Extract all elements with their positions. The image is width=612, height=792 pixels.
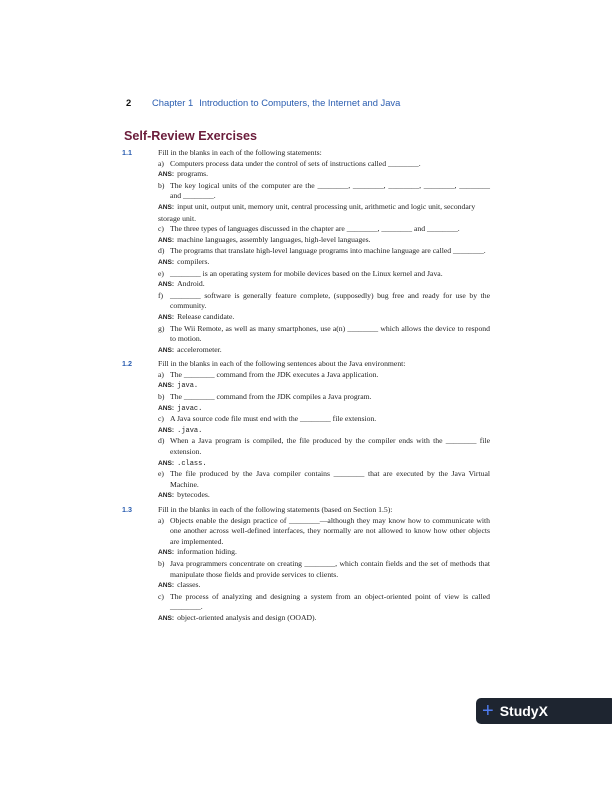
question-item: a) Objects enable the design practice of ________—although they may know how to communicate with one another across well-defined interfaces, they normally are not allowed to know how other objects are implemented. — [158, 515, 490, 546]
answer: ANS: bytecodes. — [158, 490, 210, 500]
answer: ANS: Release candidate. — [158, 311, 235, 321]
answer: ANS: javac. — [158, 404, 203, 413]
page-header — [126, 97, 400, 109]
question-item: c) The process of analyzing and designing a system from an object-oriented point of view is called ________. — [158, 591, 490, 612]
question-item: a) The ________ command from the JDK executes a Java application. — [158, 369, 379, 379]
answer: ANS: .java. — [158, 426, 203, 435]
section-title: Self-Review Exercises — [124, 129, 258, 143]
answer: ANS: object-oriented analysis and design (OOAD). — [158, 612, 317, 622]
studyx-badge[interactable] — [476, 698, 612, 724]
question-item: c) A Java source code file must end with the ________ file extension. — [158, 414, 377, 424]
exercise-1-2 — [120, 359, 490, 502]
answer: ANS: classes. — [158, 580, 201, 590]
answer: ANS: accelerometer. — [158, 344, 222, 354]
answer: ANS: .class. — [158, 459, 207, 468]
answer: ANS: java. — [158, 382, 199, 391]
answer: ANS: machine languages, assembly languages, high-level languages. — [158, 234, 371, 244]
chapter-label: Chapter 1 — [152, 97, 194, 108]
exercise-1-3 — [120, 505, 490, 625]
question-item: f) ________ software is generally feature complete, (supposedly) bug free and ready for use by the community. — [158, 290, 490, 311]
question-item: g) The Wii Remote, as well as many smartphones, use a(n) ________ which allows the device to respond to motion. — [158, 323, 490, 344]
answer: ANS: compilers. — [158, 256, 210, 266]
question-item: e) ________ is an operating system for mobile devices based on the Linux kernel and Java. — [158, 268, 443, 278]
question-item: d) When a Java program is compiled, the file produced by the compiler ends with the ________ file extension. — [158, 436, 490, 457]
answer: ANS: programs. — [158, 169, 209, 179]
question-item: d) The programs that translate high-level language programs into machine language are called ________. — [158, 246, 486, 256]
exercise-intro: Fill in the blanks in each of the following statements (based on Section 1.5): — [158, 505, 393, 514]
question-item: b) The ________ command from the JDK compiles a Java program. — [158, 392, 372, 402]
exercise-list — [120, 148, 490, 627]
question-item: c) The three types of languages discussed in the chapter are ________, ________ and ________. — [158, 224, 460, 234]
exercise-number: 1.1 — [122, 148, 132, 157]
plus-icon: + — [482, 700, 494, 722]
answer: ANS: information hiding. — [158, 547, 237, 557]
badge-label: StudyX — [499, 703, 548, 719]
exercise-1-1 — [120, 148, 490, 356]
question-item: a) Computers process data under the control of sets of instructions called ________. — [158, 158, 421, 168]
exercise-intro: Fill in the blanks in each of the following statements: — [158, 148, 322, 157]
chapter-title: Introduction to Computers, the Internet and Java — [199, 97, 401, 108]
question-item: b) Java programmers concentrate on creating ________, which contain fields and the set of methods that manipulate those fields and provide services to clients. — [158, 558, 490, 579]
question-item: b) The key logical units of the computer are the ________, ________, ________, ________, ________ and ________. — [158, 180, 490, 201]
answer: ANS: Android. — [158, 279, 205, 289]
question-item: e) The file produced by the Java compiler contains ________ that are executed by the Java Virtual Machine. — [158, 469, 490, 489]
exercise-number: 1.3 — [122, 505, 132, 514]
exercise-number: 1.2 — [122, 359, 132, 369]
page-number: 2 — [126, 97, 132, 108]
answer: ANS: input unit, output unit, memory unit, central processing unit, arithmetic and logic unit, secondary storage unit. — [158, 201, 476, 223]
exercise-intro: Fill in the blanks in each of the following sentences about the Java environment: — [158, 359, 406, 369]
